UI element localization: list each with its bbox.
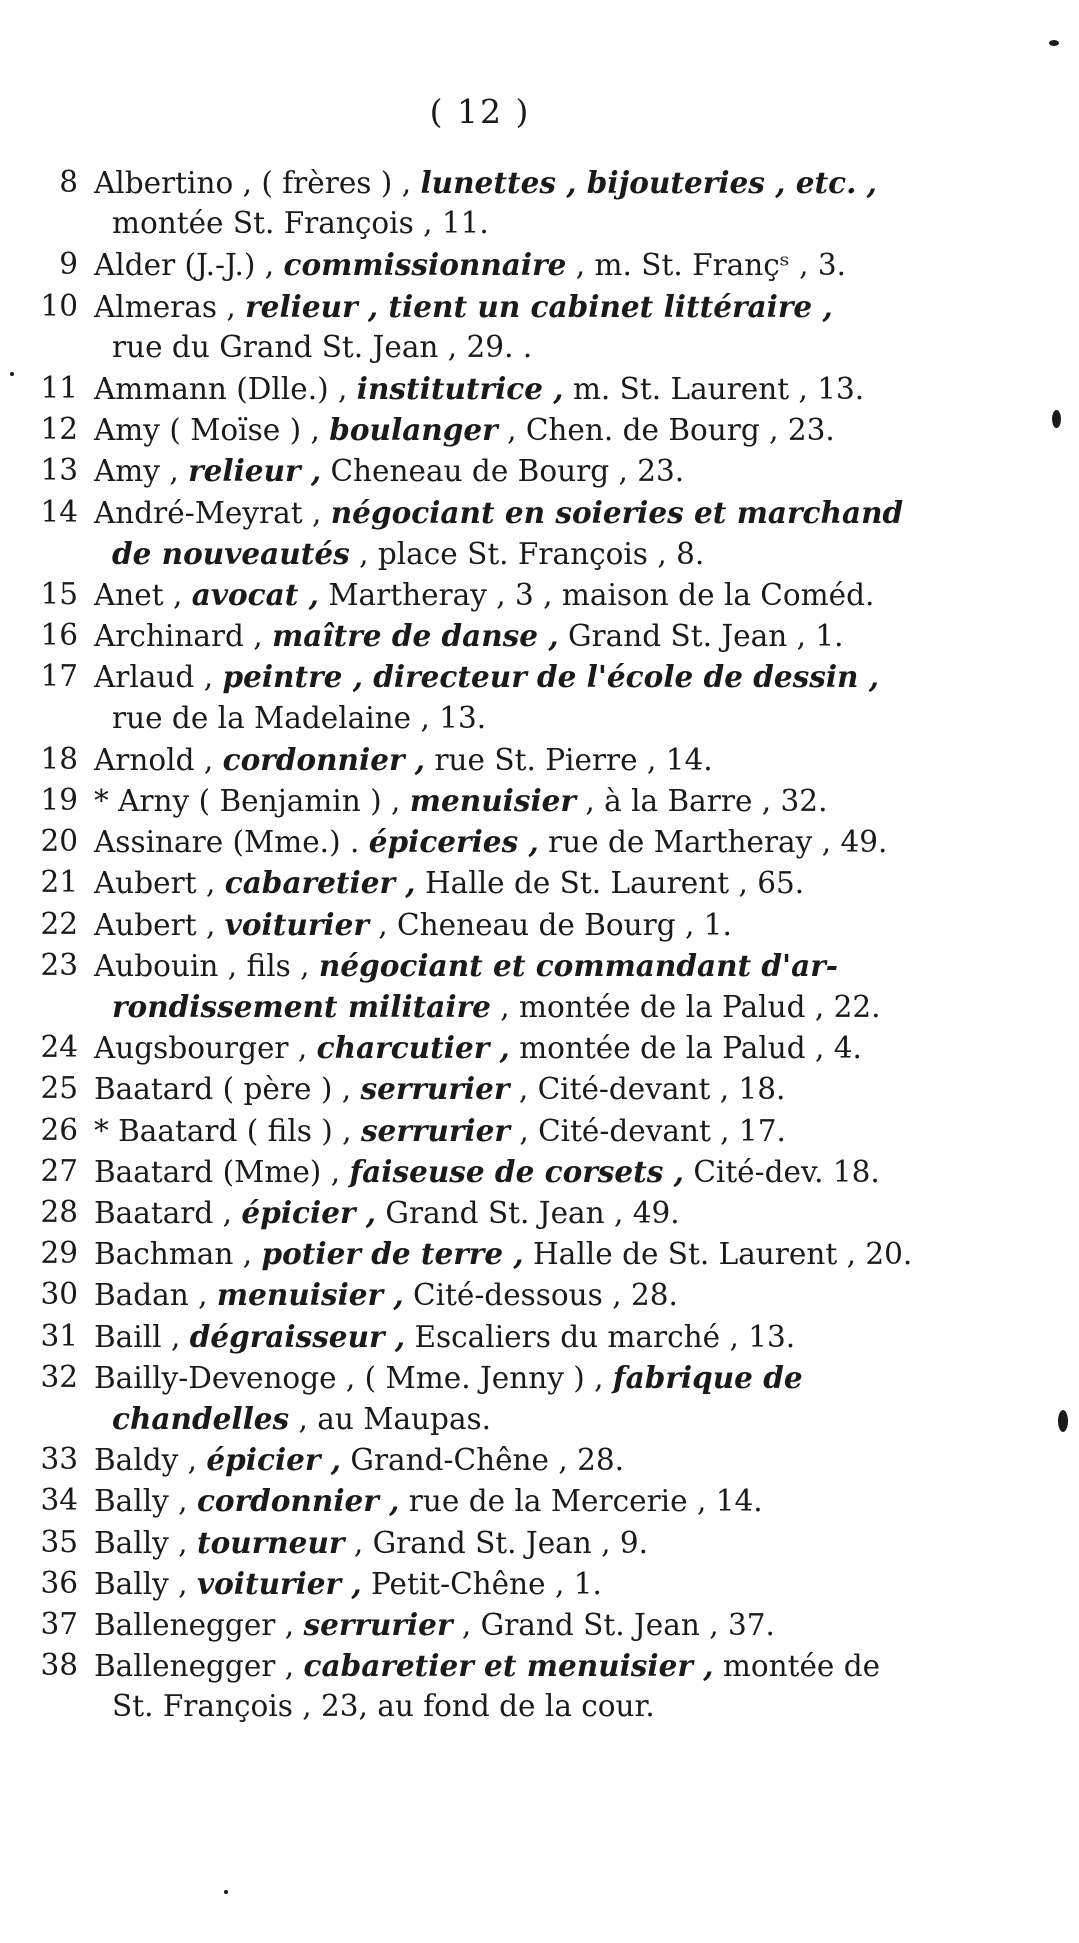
entry-name: Badan ,: [94, 1278, 217, 1313]
entry-occupation: maître de danse ,: [272, 618, 559, 654]
entry-address: , Cité-devant , 17.: [509, 1113, 786, 1148]
entry-name: Anet ,: [94, 578, 192, 612]
entry-name: Augsbourger ,: [94, 1031, 317, 1066]
entry-line: [0, 1274, 1000, 1315]
entry-text: [94, 1233, 912, 1275]
entry-line: [0, 1480, 1000, 1521]
entry-continuation-line: [0, 327, 1000, 368]
entry-occupation: commissionnaire: [283, 247, 567, 283]
entry-line: [0, 656, 1000, 697]
entry-name: Aubouin , fils ,: [94, 948, 319, 983]
entry-address: , montée de la Palud , 22.: [490, 990, 881, 1024]
entry-occupation: épiceries ,: [368, 824, 539, 860]
entry-text: [94, 286, 833, 328]
entry-number: 11: [40, 371, 78, 405]
entry-line: [0, 1604, 1000, 1645]
entry-address: , Grand St. Jean , 37.: [452, 1608, 775, 1642]
entry-name: * Arny ( Benjamin ) ,: [94, 784, 410, 818]
entry-line: [0, 409, 1000, 450]
entry-occupation: faiseuse de corsets ,: [349, 1153, 684, 1189]
entry-line: [0, 1110, 1000, 1151]
page-number: ( 12 ): [429, 92, 531, 131]
entry-text: [94, 409, 835, 451]
entry-address: Halle de St. Laurent , 20.: [523, 1237, 913, 1272]
entry-text: [94, 1439, 624, 1481]
entry-occupation: négociant et commandant d'ar-: [318, 947, 838, 983]
entry-text: [94, 904, 732, 946]
entry-number: 27: [40, 1153, 78, 1188]
entry-line: [0, 904, 1000, 945]
entry-text: [94, 574, 874, 616]
entry-occupation: de nouveautés: [112, 535, 350, 571]
entry-number: 22: [40, 906, 78, 941]
entry-continuation: [112, 327, 532, 368]
entry-line: [0, 368, 1000, 409]
entry-number: 12: [40, 412, 78, 447]
entry-line: [0, 1233, 1000, 1274]
entry-continuation: [112, 203, 489, 244]
entry-number: 16: [40, 618, 78, 653]
entry-occupation: cordonnier ,: [196, 1483, 400, 1519]
entry-occupation: tourneur: [196, 1524, 345, 1560]
entry-name: Aubert ,: [94, 866, 225, 901]
entry-number: 38: [40, 1648, 78, 1683]
entry-text: [94, 244, 846, 286]
entry-line: [0, 1563, 1000, 1604]
entry-occupation: potier de terre ,: [261, 1236, 524, 1272]
entry-number: 19: [40, 783, 78, 817]
margin-speck: [224, 1890, 228, 1894]
entry-line: [0, 1027, 1000, 1068]
entry-occupation: boulanger: [329, 412, 498, 448]
entry-text: [94, 945, 838, 987]
entry-line: [0, 574, 1000, 615]
entry-line: [0, 1522, 1000, 1563]
entry-name: Bally ,: [94, 1566, 197, 1601]
entry-line: [0, 1151, 1000, 1192]
entry-occupation: fabrique de: [612, 1359, 803, 1395]
entry-name: Bally ,: [94, 1525, 197, 1560]
entry-line: [0, 821, 1000, 862]
entry-number: 14: [40, 494, 78, 529]
entry-number: 8: [59, 165, 78, 199]
entry-name: Ballenegger ,: [94, 1649, 304, 1684]
entry-line: [0, 1439, 1000, 1480]
entry-address: Grand-Chêne , 28.: [341, 1443, 625, 1478]
entry-occupation: cordonnier ,: [222, 741, 426, 777]
entry-address: , Grand St. Jean , 9.: [344, 1525, 649, 1560]
entry-number: 9: [59, 247, 78, 282]
entry-address: , place St. François , 8.: [349, 536, 705, 571]
entry-text: [94, 1480, 763, 1522]
entry-text: [94, 862, 804, 904]
entry-address: rue de Martheray , 49.: [538, 825, 888, 860]
entry-name: Amy ,: [94, 454, 189, 489]
entry-number: 31: [40, 1318, 78, 1353]
entry-continuation: [112, 698, 486, 739]
entry-address: montée de la Palud , 4.: [509, 1031, 862, 1066]
entry-occupation: institutrice ,: [356, 371, 564, 406]
entry-text: [94, 739, 713, 781]
entry-number: 29: [40, 1236, 78, 1271]
entry-address: St. François , 23, au fond de la cour.: [112, 1689, 655, 1724]
entry-text: [94, 1027, 862, 1069]
entry-name: Archinard ,: [94, 619, 273, 654]
entry-occupation: cabaretier ,: [224, 865, 416, 901]
entry-address: rue St. Pierre , 14.: [425, 742, 713, 777]
entry-text: [94, 162, 877, 204]
entry-name: Alder (J.-J.) ,: [94, 248, 284, 283]
entry-name: Arnold ,: [94, 742, 223, 777]
entry-text: [94, 1563, 602, 1605]
entry-line: [0, 1316, 1000, 1357]
entry-number: 25: [40, 1071, 78, 1106]
entry-line: [0, 615, 1000, 656]
entry-address: , Cité-devant , 18.: [509, 1072, 786, 1107]
entry-number: 10: [40, 288, 78, 323]
entry-occupation: peintre , directeur de l'école de dessin ,: [222, 659, 880, 695]
entry-name: Baatard (Mme) ,: [94, 1154, 350, 1189]
entry-occupation: relieur ,: [188, 453, 322, 489]
entry-occupation: dégraisseur ,: [189, 1318, 406, 1354]
margin-speck: [10, 372, 14, 376]
entry-line: [0, 862, 1000, 903]
entry-address: , Chen. de Bourg , 23.: [497, 413, 835, 448]
entry-occupation: chandelles: [112, 1401, 290, 1436]
entry-number: 20: [40, 824, 78, 859]
entry-address: , m. St. Françˢ , 3.: [566, 248, 846, 283]
entry-line: [0, 286, 1000, 327]
entry-text: [94, 1110, 786, 1152]
entry-number: 26: [40, 1112, 78, 1147]
entry-address: montée de: [713, 1649, 881, 1684]
margin-speck: [1058, 1410, 1068, 1432]
entry-name: Bally ,: [94, 1484, 197, 1519]
entry-number: 13: [40, 453, 78, 488]
entry-number: 33: [40, 1442, 78, 1477]
entry-address: Escaliers du marché , 13.: [405, 1319, 796, 1354]
entry-name: Ammann (Dlle.) ,: [94, 372, 357, 406]
entry-name: Baatard ( père ) ,: [94, 1072, 361, 1107]
entry-name: Albertino , ( frères ) ,: [94, 166, 421, 200]
entry-occupation: cabaretier et menuisier ,: [303, 1648, 714, 1684]
entry-name: André-Meyrat ,: [94, 495, 331, 530]
entry-occupation: lunettes , bijouteries , etc. ,: [420, 165, 877, 200]
entry-continuation-line: [0, 986, 1000, 1027]
entry-text: [94, 1068, 785, 1110]
entry-text: [94, 615, 843, 657]
entry-number: 30: [40, 1277, 78, 1312]
entry-text: [94, 1645, 880, 1687]
entry-name: Amy ( Moïse ) ,: [94, 413, 330, 448]
entry-number: 17: [40, 659, 78, 694]
entry-occupation: épicier ,: [241, 1195, 377, 1230]
entry-number: 15: [40, 577, 78, 611]
entry-number: 23: [40, 947, 78, 982]
entry-address: rue de la Mercerie , 14.: [399, 1484, 763, 1519]
entry-number: 32: [40, 1359, 78, 1394]
entry-name: Baldy ,: [94, 1443, 207, 1478]
entry-address: Cité-dessous , 28.: [403, 1278, 678, 1313]
entry-name: Ballenegger ,: [94, 1608, 304, 1642]
entry-line: [0, 945, 1000, 986]
entry-continuation: [112, 533, 704, 575]
entry-occupation: négociant en soieries et marchand: [330, 494, 904, 530]
entry-name: Arlaud ,: [94, 660, 223, 695]
entry-line: [0, 1357, 1000, 1398]
entry-continuation: [112, 1686, 655, 1727]
entry-occupation: voiturier ,: [196, 1565, 362, 1601]
entry-continuation-line: [0, 203, 1000, 244]
entry-text: [94, 492, 903, 534]
entry-name: Almeras ,: [94, 289, 246, 324]
entry-text: [94, 821, 887, 863]
entry-number: 18: [40, 741, 78, 776]
entry-continuation: [112, 1398, 491, 1440]
entry-address: , Cheneau de Bourg , 1.: [368, 907, 732, 942]
entry-continuation-line: [0, 1686, 1000, 1727]
entry-continuation-line: [0, 698, 1000, 739]
entry-occupation: relieur , tient un cabinet littéraire ,: [245, 288, 833, 324]
entry-address: , au Maupas.: [289, 1402, 492, 1436]
entry-line: [0, 1645, 1000, 1686]
entry-name: Assinare (Mme.) .: [94, 825, 369, 860]
entry-address: Cheneau de Bourg , 23.: [321, 454, 685, 489]
entry-text: [94, 450, 684, 492]
entry-address: Petit-Chêne , 1.: [361, 1566, 602, 1601]
entry-address: rue de la Madelaine , 13.: [112, 700, 487, 735]
entry-line: [0, 739, 1000, 780]
entry-text: [94, 1192, 680, 1234]
entry-text: [94, 656, 879, 698]
entry-address: Grand St. Jean , 1.: [558, 619, 844, 654]
entry-occupation: avocat ,: [191, 577, 319, 612]
entry-number: 35: [40, 1524, 78, 1559]
entry-text: [94, 1522, 648, 1564]
entry-name: Baill ,: [94, 1319, 190, 1354]
entry-line: [0, 450, 1000, 491]
entry-number: 37: [40, 1607, 78, 1641]
entry-occupation: menuisier: [409, 783, 576, 818]
entry-number: 34: [40, 1483, 78, 1518]
entry-occupation: épicier ,: [206, 1442, 342, 1478]
entry-line: [0, 492, 1000, 533]
entry-text: [94, 368, 864, 410]
entry-occupation: voiturier: [224, 906, 369, 942]
entry-address: Grand St. Jean , 49.: [376, 1196, 680, 1230]
entry-name: Bailly-Devenoge , ( Mme. Jenny ) ,: [94, 1360, 613, 1395]
entry-text: [94, 1274, 678, 1316]
entry-text: [94, 1357, 803, 1399]
entry-line: [0, 244, 1000, 285]
margin-speck: [1052, 410, 1061, 428]
entry-text: [94, 1604, 775, 1646]
entry-address: Cité-dev. 18.: [683, 1154, 880, 1189]
entry-text: [94, 1316, 795, 1358]
entry-continuation: [112, 986, 881, 1028]
margin-speck: [1049, 40, 1059, 46]
entry-number: 36: [40, 1565, 78, 1600]
entry-occupation: rondissement militaire: [112, 989, 491, 1024]
entry-line: [0, 162, 1000, 203]
entry-occupation: charcutier ,: [316, 1030, 510, 1066]
entry-occupation: menuisier ,: [216, 1277, 404, 1313]
entry-continuation-line: [0, 533, 1000, 574]
entry-number: 28: [40, 1195, 78, 1229]
entry-address: , à la Barre , 32.: [575, 784, 828, 818]
entry-text: [94, 1151, 880, 1193]
entry-name: Baatard ,: [94, 1196, 242, 1230]
entry-occupation: serrurier: [360, 1071, 510, 1107]
entry-number: 21: [40, 865, 78, 900]
entry-address: rue du Grand St. Jean , 29. .: [112, 329, 533, 364]
entry-address: Martheray , 3 , maison de la Coméd.: [318, 578, 875, 612]
entry-line: [0, 780, 1000, 821]
entry-line: [0, 1068, 1000, 1109]
entry-address: m. St. Laurent , 13.: [563, 372, 865, 406]
entry-occupation: serrurier: [303, 1607, 453, 1642]
entry-text: [94, 780, 827, 822]
entry-name: Aubert ,: [94, 907, 225, 942]
entry-number: 24: [40, 1030, 78, 1065]
entry-address: montée St. François , 11.: [112, 206, 489, 241]
entry-address: Halle de St. Laurent , 65.: [415, 866, 805, 901]
entry-name: Bachman ,: [94, 1237, 262, 1272]
entry-name: * Baatard ( fils ) ,: [94, 1113, 361, 1148]
entry-occupation: serrurier: [360, 1112, 510, 1148]
entry-continuation-line: [0, 1398, 1000, 1439]
entry-line: [0, 1192, 1000, 1233]
